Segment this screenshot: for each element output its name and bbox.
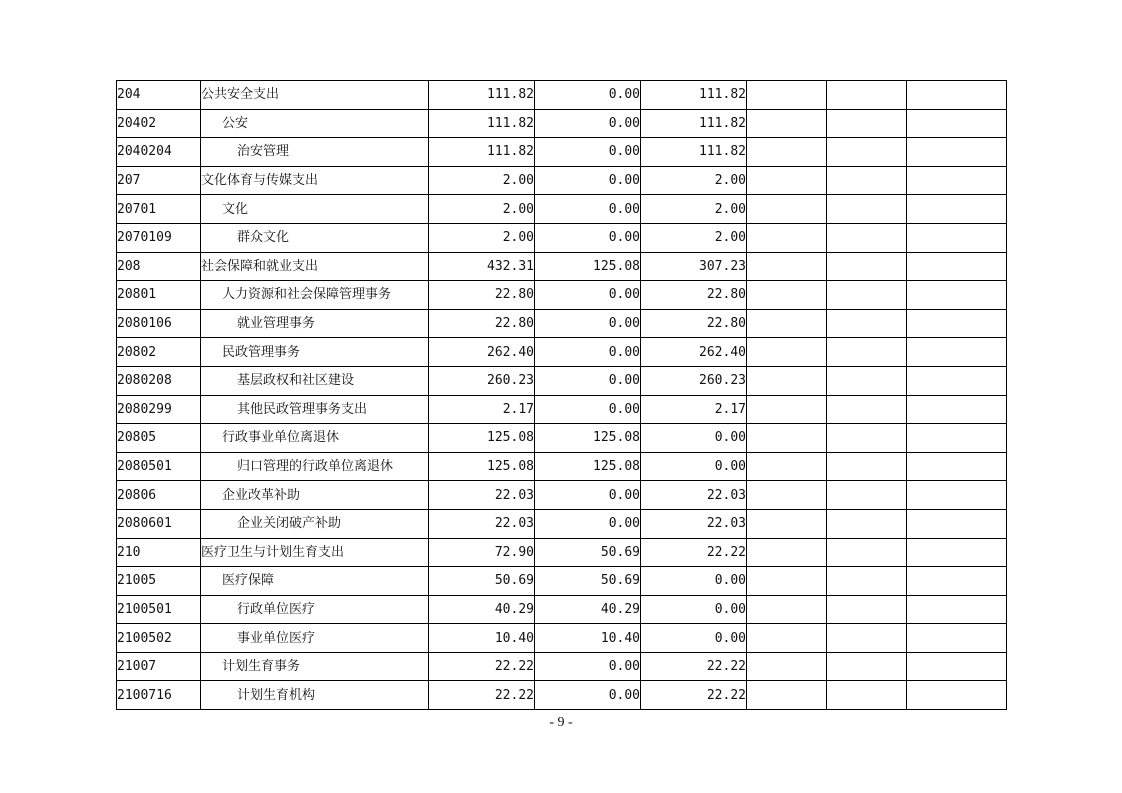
basic-expenditure-cell: 0.00 xyxy=(535,223,641,252)
empty-cell xyxy=(907,338,1007,367)
table-row xyxy=(117,452,1007,481)
basic-expenditure-cell: 0.00 xyxy=(535,166,641,195)
subject-name-cell: 归口管理的行政单位离退休 xyxy=(201,452,429,481)
total-amount-cell: 50.69 xyxy=(429,567,535,596)
basic-expenditure-cell: 0.00 xyxy=(535,338,641,367)
total-amount-cell: 262.40 xyxy=(429,338,535,367)
subject-code-cell: 20805 xyxy=(117,424,201,453)
empty-cell xyxy=(827,481,907,510)
project-expenditure-cell: 111.82 xyxy=(641,109,747,138)
subject-code-cell: 2100501 xyxy=(117,595,201,624)
basic-expenditure-cell: 0.00 xyxy=(535,309,641,338)
empty-cell xyxy=(907,166,1007,195)
basic-expenditure-cell: 0.00 xyxy=(535,681,641,710)
subject-code-cell: 210 xyxy=(117,538,201,567)
subject-code-cell: 2070109 xyxy=(117,223,201,252)
project-expenditure-cell: 2.17 xyxy=(641,395,747,424)
subject-code-cell: 2100716 xyxy=(117,681,201,710)
project-expenditure-cell: 0.00 xyxy=(641,624,747,653)
basic-expenditure-cell: 0.00 xyxy=(535,366,641,395)
basic-expenditure-cell: 0.00 xyxy=(535,138,641,167)
total-amount-cell: 22.03 xyxy=(429,481,535,510)
empty-cell xyxy=(747,595,827,624)
subject-name-cell: 公共安全支出 xyxy=(201,81,429,110)
empty-cell xyxy=(907,281,1007,310)
empty-cell xyxy=(747,138,827,167)
empty-cell xyxy=(827,424,907,453)
total-amount-cell: 22.03 xyxy=(429,509,535,538)
empty-cell xyxy=(747,681,827,710)
table-row xyxy=(117,395,1007,424)
empty-cell xyxy=(747,309,827,338)
project-expenditure-cell: 0.00 xyxy=(641,424,747,453)
empty-cell xyxy=(747,281,827,310)
table-row xyxy=(117,309,1007,338)
empty-cell xyxy=(747,195,827,224)
empty-cell xyxy=(747,567,827,596)
subject-code-cell: 2080208 xyxy=(117,366,201,395)
empty-cell xyxy=(827,652,907,681)
empty-cell xyxy=(907,652,1007,681)
basic-expenditure-cell: 0.00 xyxy=(535,109,641,138)
basic-expenditure-cell: 0.00 xyxy=(535,652,641,681)
table-row xyxy=(117,481,1007,510)
subject-name-cell: 基层政权和社区建设 xyxy=(201,366,429,395)
project-expenditure-cell: 262.40 xyxy=(641,338,747,367)
project-expenditure-cell: 22.22 xyxy=(641,538,747,567)
page-number: - 9 - xyxy=(549,715,573,730)
project-expenditure-cell: 22.03 xyxy=(641,509,747,538)
budget-table xyxy=(116,80,1007,710)
project-expenditure-cell: 22.80 xyxy=(641,309,747,338)
total-amount-cell: 2.00 xyxy=(429,166,535,195)
basic-expenditure-cell: 0.00 xyxy=(535,195,641,224)
subject-name-cell: 行政事业单位离退休 xyxy=(201,424,429,453)
empty-cell xyxy=(827,166,907,195)
empty-cell xyxy=(747,81,827,110)
total-amount-cell: 2.00 xyxy=(429,223,535,252)
table-row xyxy=(117,681,1007,710)
subject-code-cell: 2040204 xyxy=(117,138,201,167)
table-row xyxy=(117,195,1007,224)
empty-cell xyxy=(907,595,1007,624)
basic-expenditure-cell: 40.29 xyxy=(535,595,641,624)
total-amount-cell: 22.22 xyxy=(429,681,535,710)
table-row xyxy=(117,595,1007,624)
subject-name-cell: 人力资源和社会保障管理事务 xyxy=(201,281,429,310)
empty-cell xyxy=(827,366,907,395)
empty-cell xyxy=(907,681,1007,710)
table-row xyxy=(117,166,1007,195)
subject-name-cell: 企业关闭破产补助 xyxy=(201,509,429,538)
empty-cell xyxy=(747,624,827,653)
subject-code-cell: 21005 xyxy=(117,567,201,596)
empty-cell xyxy=(827,309,907,338)
project-expenditure-cell: 0.00 xyxy=(641,595,747,624)
basic-expenditure-cell: 0.00 xyxy=(535,509,641,538)
subject-code-cell: 20801 xyxy=(117,281,201,310)
empty-cell xyxy=(907,309,1007,338)
basic-expenditure-cell: 50.69 xyxy=(535,538,641,567)
project-expenditure-cell: 22.80 xyxy=(641,281,747,310)
subject-code-cell: 208 xyxy=(117,252,201,281)
total-amount-cell: 22.80 xyxy=(429,281,535,310)
empty-cell xyxy=(907,138,1007,167)
project-expenditure-cell: 111.82 xyxy=(641,81,747,110)
total-amount-cell: 432.31 xyxy=(429,252,535,281)
subject-name-cell: 社会保障和就业支出 xyxy=(201,252,429,281)
subject-name-cell: 医疗保障 xyxy=(201,567,429,596)
subject-code-cell: 20701 xyxy=(117,195,201,224)
total-amount-cell: 125.08 xyxy=(429,452,535,481)
empty-cell xyxy=(907,624,1007,653)
table-row xyxy=(117,538,1007,567)
empty-cell xyxy=(907,452,1007,481)
empty-cell xyxy=(827,595,907,624)
empty-cell xyxy=(827,395,907,424)
subject-name-cell: 行政单位医疗 xyxy=(201,595,429,624)
basic-expenditure-cell: 0.00 xyxy=(535,481,641,510)
empty-cell xyxy=(827,567,907,596)
empty-cell xyxy=(747,424,827,453)
empty-cell xyxy=(827,223,907,252)
empty-cell xyxy=(827,281,907,310)
project-expenditure-cell: 0.00 xyxy=(641,567,747,596)
empty-cell xyxy=(907,366,1007,395)
basic-expenditure-cell: 0.00 xyxy=(535,395,641,424)
project-expenditure-cell: 307.23 xyxy=(641,252,747,281)
basic-expenditure-cell: 125.08 xyxy=(535,424,641,453)
empty-cell xyxy=(907,538,1007,567)
subject-name-cell: 公安 xyxy=(201,109,429,138)
total-amount-cell: 111.82 xyxy=(429,109,535,138)
subject-code-cell: 204 xyxy=(117,81,201,110)
table-row xyxy=(117,652,1007,681)
table-body xyxy=(117,81,1007,710)
subject-name-cell: 治安管理 xyxy=(201,138,429,167)
subject-code-cell: 2080299 xyxy=(117,395,201,424)
project-expenditure-cell: 22.22 xyxy=(641,652,747,681)
empty-cell xyxy=(907,223,1007,252)
empty-cell xyxy=(907,81,1007,110)
table-row xyxy=(117,281,1007,310)
total-amount-cell: 2.00 xyxy=(429,195,535,224)
basic-expenditure-cell: 50.69 xyxy=(535,567,641,596)
empty-cell xyxy=(747,395,827,424)
basic-expenditure-cell: 0.00 xyxy=(535,281,641,310)
empty-cell xyxy=(747,481,827,510)
subject-name-cell: 就业管理事务 xyxy=(201,309,429,338)
subject-code-cell: 2080601 xyxy=(117,509,201,538)
subject-name-cell: 民政管理事务 xyxy=(201,338,429,367)
empty-cell xyxy=(747,166,827,195)
subject-code-cell: 21007 xyxy=(117,652,201,681)
empty-cell xyxy=(827,452,907,481)
empty-cell xyxy=(827,681,907,710)
subject-name-cell: 企业改革补助 xyxy=(201,481,429,510)
table-row xyxy=(117,509,1007,538)
subject-code-cell: 2080501 xyxy=(117,452,201,481)
total-amount-cell: 40.29 xyxy=(429,595,535,624)
total-amount-cell: 22.80 xyxy=(429,309,535,338)
project-expenditure-cell: 2.00 xyxy=(641,223,747,252)
empty-cell xyxy=(747,109,827,138)
subject-code-cell: 2080106 xyxy=(117,309,201,338)
subject-code-cell: 2100502 xyxy=(117,624,201,653)
empty-cell xyxy=(907,252,1007,281)
table-row xyxy=(117,366,1007,395)
subject-name-cell: 计划生育事务 xyxy=(201,652,429,681)
basic-expenditure-cell: 125.08 xyxy=(535,252,641,281)
total-amount-cell: 72.90 xyxy=(429,538,535,567)
empty-cell xyxy=(747,652,827,681)
table-row xyxy=(117,109,1007,138)
total-amount-cell: 22.22 xyxy=(429,652,535,681)
subject-code-cell: 207 xyxy=(117,166,201,195)
table-row xyxy=(117,624,1007,653)
subject-code-cell: 20806 xyxy=(117,481,201,510)
empty-cell xyxy=(827,538,907,567)
empty-cell xyxy=(747,366,827,395)
empty-cell xyxy=(747,252,827,281)
empty-cell xyxy=(907,481,1007,510)
total-amount-cell: 2.17 xyxy=(429,395,535,424)
empty-cell xyxy=(827,338,907,367)
empty-cell xyxy=(827,109,907,138)
empty-cell xyxy=(907,424,1007,453)
empty-cell xyxy=(827,138,907,167)
project-expenditure-cell: 260.23 xyxy=(641,366,747,395)
subject-name-cell: 文化体育与传媒支出 xyxy=(201,166,429,195)
empty-cell xyxy=(907,109,1007,138)
empty-cell xyxy=(747,452,827,481)
total-amount-cell: 260.23 xyxy=(429,366,535,395)
subject-name-cell: 事业单位医疗 xyxy=(201,624,429,653)
empty-cell xyxy=(907,395,1007,424)
total-amount-cell: 125.08 xyxy=(429,424,535,453)
empty-cell xyxy=(907,509,1007,538)
empty-cell xyxy=(827,252,907,281)
project-expenditure-cell: 0.00 xyxy=(641,452,747,481)
subject-name-cell: 群众文化 xyxy=(201,223,429,252)
subject-code-cell: 20402 xyxy=(117,109,201,138)
project-expenditure-cell: 22.03 xyxy=(641,481,747,510)
total-amount-cell: 111.82 xyxy=(429,138,535,167)
subject-name-cell: 文化 xyxy=(201,195,429,224)
empty-cell xyxy=(747,338,827,367)
table-row xyxy=(117,424,1007,453)
total-amount-cell: 10.40 xyxy=(429,624,535,653)
subject-name-cell: 医疗卫生与计划生育支出 xyxy=(201,538,429,567)
table-row xyxy=(117,81,1007,110)
table-row xyxy=(117,138,1007,167)
table-row xyxy=(117,567,1007,596)
basic-expenditure-cell: 125.08 xyxy=(535,452,641,481)
subject-name-cell: 其他民政管理事务支出 xyxy=(201,395,429,424)
empty-cell xyxy=(907,195,1007,224)
empty-cell xyxy=(747,509,827,538)
empty-cell xyxy=(827,624,907,653)
empty-cell xyxy=(747,538,827,567)
basic-expenditure-cell: 0.00 xyxy=(535,81,641,110)
project-expenditure-cell: 2.00 xyxy=(641,195,747,224)
empty-cell xyxy=(747,223,827,252)
table-row xyxy=(117,338,1007,367)
table-row xyxy=(117,223,1007,252)
table-row xyxy=(117,252,1007,281)
project-expenditure-cell: 22.22 xyxy=(641,681,747,710)
subject-code-cell: 20802 xyxy=(117,338,201,367)
empty-cell xyxy=(827,509,907,538)
basic-expenditure-cell: 10.40 xyxy=(535,624,641,653)
project-expenditure-cell: 111.82 xyxy=(641,138,747,167)
empty-cell xyxy=(827,81,907,110)
subject-name-cell: 计划生育机构 xyxy=(201,681,429,710)
total-amount-cell: 111.82 xyxy=(429,81,535,110)
project-expenditure-cell: 2.00 xyxy=(641,166,747,195)
empty-cell xyxy=(827,195,907,224)
empty-cell xyxy=(907,567,1007,596)
